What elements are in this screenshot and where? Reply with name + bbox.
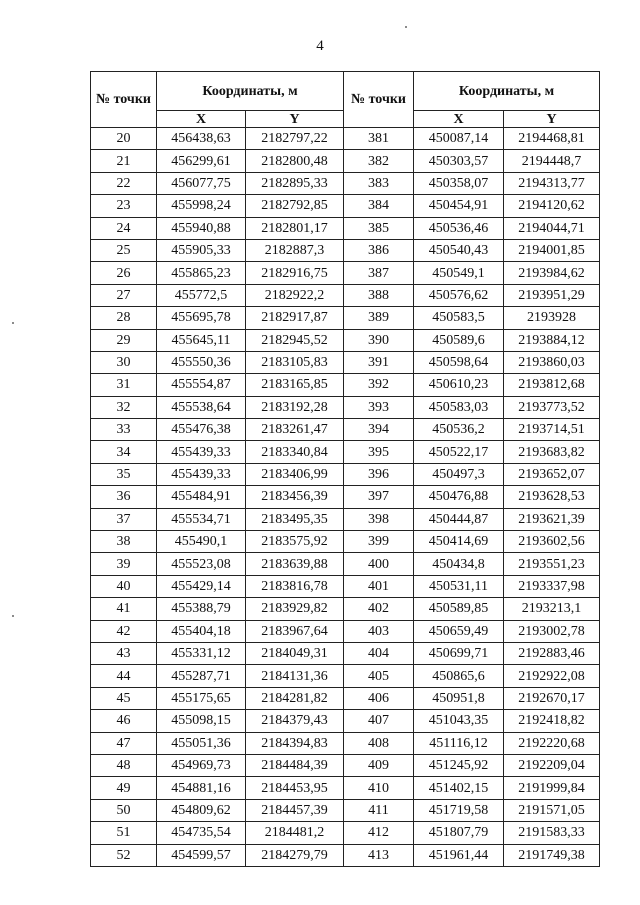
table-row (91, 351, 600, 373)
x-value-cell: 455490,1 (157, 531, 246, 553)
point-number-cell: 387 (344, 262, 414, 284)
x-value-cell: 450476,88 (414, 486, 504, 508)
x-value-cell: 450589,85 (414, 598, 504, 620)
x-value-cell: 450454,91 (414, 195, 504, 217)
point-number-cell: 33 (91, 419, 157, 441)
point-number-cell: 382 (344, 150, 414, 172)
x-value-cell: 454881,16 (157, 777, 246, 799)
x-value-cell: 450589,6 (414, 329, 504, 351)
x-value-cell: 451402,15 (414, 777, 504, 799)
y-value-cell: 2184281,82 (246, 687, 344, 709)
x-value-cell: 455331,12 (157, 642, 246, 664)
point-number-cell: 35 (91, 463, 157, 485)
point-number-cell: 41 (91, 598, 157, 620)
x-value-cell: 450536,46 (414, 217, 504, 239)
point-number-cell: 398 (344, 508, 414, 530)
y-value-cell: 2193621,39 (504, 508, 600, 530)
x-value-cell: 450583,5 (414, 307, 504, 329)
x-value-cell: 455484,91 (157, 486, 246, 508)
point-number-cell: 412 (344, 822, 414, 844)
table-row (91, 195, 600, 217)
x-value-cell: 450659,49 (414, 620, 504, 642)
y-value-cell: 2182792,85 (246, 195, 344, 217)
x-value-cell: 451807,79 (414, 822, 504, 844)
scan-speck (405, 26, 407, 28)
table-row (91, 396, 600, 418)
y-value-cell: 2192670,17 (504, 687, 600, 709)
table-row (91, 217, 600, 239)
y-value-cell: 2193884,12 (504, 329, 600, 351)
x-value-cell: 455550,36 (157, 351, 246, 373)
point-number-cell: 51 (91, 822, 157, 844)
y-value-cell: 2183929,82 (246, 598, 344, 620)
point-number-cell: 403 (344, 620, 414, 642)
point-number-cell: 25 (91, 239, 157, 261)
y-value-cell: 2191749,38 (504, 844, 600, 866)
x-value-cell: 455998,24 (157, 195, 246, 217)
y-header: Y (246, 111, 344, 128)
x-header: X (157, 111, 246, 128)
point-number-cell: 390 (344, 329, 414, 351)
point-number-cell: 396 (344, 463, 414, 485)
table-row (91, 463, 600, 485)
x-value-cell: 450540,43 (414, 239, 504, 261)
point-number-cell: 21 (91, 150, 157, 172)
point-number-cell: 409 (344, 754, 414, 776)
table-row (91, 419, 600, 441)
table-row (91, 508, 600, 530)
point-number-cell: 42 (91, 620, 157, 642)
y-value-cell: 2184379,43 (246, 710, 344, 732)
x-value-cell: 455476,38 (157, 419, 246, 441)
y-value-cell: 2184279,79 (246, 844, 344, 866)
point-number-cell: 381 (344, 128, 414, 150)
point-number-cell: 27 (91, 284, 157, 306)
point-number-cell: 30 (91, 351, 157, 373)
point-number-cell: 389 (344, 307, 414, 329)
y-value-cell: 2193714,51 (504, 419, 600, 441)
x-value-cell: 450576,62 (414, 284, 504, 306)
y-value-cell: 2183456,39 (246, 486, 344, 508)
table-row (91, 642, 600, 664)
point-number-cell: 37 (91, 508, 157, 530)
x-value-cell: 450610,23 (414, 374, 504, 396)
y-value-cell: 2193860,03 (504, 351, 600, 373)
table-body (91, 128, 600, 867)
x-header: X (414, 111, 504, 128)
y-value-cell: 2182922,2 (246, 284, 344, 306)
point-number-cell: 48 (91, 754, 157, 776)
point-number-cell: 399 (344, 531, 414, 553)
y-value-cell: 2183816,78 (246, 575, 344, 597)
point-number-cell: 383 (344, 172, 414, 194)
y-value-cell: 2183639,88 (246, 553, 344, 575)
table-row (91, 262, 600, 284)
point-number-cell: 393 (344, 396, 414, 418)
coordinates-header: Координаты, м (157, 72, 344, 111)
point-number-cell: 404 (344, 642, 414, 664)
y-value-cell: 2192418,82 (504, 710, 600, 732)
point-number-cell: 50 (91, 799, 157, 821)
x-value-cell: 455287,71 (157, 665, 246, 687)
x-value-cell: 455439,33 (157, 463, 246, 485)
page-number: 4 (316, 38, 324, 54)
x-value-cell: 455865,23 (157, 262, 246, 284)
x-value-cell: 455098,15 (157, 710, 246, 732)
point-number-cell: 401 (344, 575, 414, 597)
coordinates-table (90, 71, 600, 867)
point-number-header: № точки (91, 72, 157, 128)
point-number-cell: 46 (91, 710, 157, 732)
point-number-cell: 388 (344, 284, 414, 306)
x-value-cell: 450434,8 (414, 553, 504, 575)
point-number-cell: 23 (91, 195, 157, 217)
table-row (91, 799, 600, 821)
point-number-cell: 28 (91, 307, 157, 329)
y-value-cell: 2182797,22 (246, 128, 344, 150)
table-row (91, 754, 600, 776)
table-row (91, 239, 600, 261)
point-number-cell: 385 (344, 217, 414, 239)
point-number-cell: 45 (91, 687, 157, 709)
point-number-cell: 29 (91, 329, 157, 351)
point-number-cell: 32 (91, 396, 157, 418)
point-number-cell: 49 (91, 777, 157, 799)
table-row (91, 822, 600, 844)
y-value-cell: 2182800,48 (246, 150, 344, 172)
table-row (91, 575, 600, 597)
x-value-cell: 455538,64 (157, 396, 246, 418)
y-value-cell: 2193337,98 (504, 575, 600, 597)
point-number-cell: 22 (91, 172, 157, 194)
table-row (91, 284, 600, 306)
y-value-cell: 2193628,53 (504, 486, 600, 508)
y-value-cell: 2193602,56 (504, 531, 600, 553)
point-number-cell: 413 (344, 844, 414, 866)
x-value-cell: 450358,07 (414, 172, 504, 194)
y-value-cell: 2183340,84 (246, 441, 344, 463)
y-value-cell: 2192883,46 (504, 642, 600, 664)
point-number-cell: 43 (91, 642, 157, 664)
x-value-cell: 451043,35 (414, 710, 504, 732)
coordinates-header: Координаты, м (414, 72, 600, 111)
point-number-cell: 407 (344, 710, 414, 732)
y-value-cell: 2191999,84 (504, 777, 600, 799)
x-value-cell: 455905,33 (157, 239, 246, 261)
y-value-cell: 2191571,05 (504, 799, 600, 821)
point-number-cell: 52 (91, 844, 157, 866)
x-value-cell: 450087,14 (414, 128, 504, 150)
point-number-cell: 410 (344, 777, 414, 799)
x-value-cell: 450951,8 (414, 687, 504, 709)
point-number-cell: 402 (344, 598, 414, 620)
y-value-cell: 2193551,23 (504, 553, 600, 575)
x-value-cell: 450583,03 (414, 396, 504, 418)
point-number-cell: 40 (91, 575, 157, 597)
y-value-cell: 2182916,75 (246, 262, 344, 284)
point-number-cell: 386 (344, 239, 414, 261)
scan-speck (12, 322, 14, 324)
y-value-cell: 2193773,52 (504, 396, 600, 418)
x-value-cell: 450303,57 (414, 150, 504, 172)
x-value-cell: 455388,79 (157, 598, 246, 620)
table-row (91, 307, 600, 329)
y-value-cell: 2184453,95 (246, 777, 344, 799)
x-value-cell: 455554,87 (157, 374, 246, 396)
x-value-cell: 450598,64 (414, 351, 504, 373)
x-value-cell: 456077,75 (157, 172, 246, 194)
x-value-cell: 455772,5 (157, 284, 246, 306)
y-value-cell: 2183192,28 (246, 396, 344, 418)
y-value-cell: 2183165,85 (246, 374, 344, 396)
x-value-cell: 451719,58 (414, 799, 504, 821)
y-value-cell: 2184049,31 (246, 642, 344, 664)
point-number-cell: 400 (344, 553, 414, 575)
point-number-cell: 44 (91, 665, 157, 687)
table-row (91, 128, 600, 150)
y-value-cell: 2183495,35 (246, 508, 344, 530)
point-number-cell: 39 (91, 553, 157, 575)
table-header (91, 72, 600, 128)
y-value-cell: 2194001,85 (504, 239, 600, 261)
point-number-cell: 384 (344, 195, 414, 217)
x-value-cell: 455523,08 (157, 553, 246, 575)
point-number-cell: 395 (344, 441, 414, 463)
y-value-cell: 2193928 (504, 307, 600, 329)
y-value-cell: 2184394,83 (246, 732, 344, 754)
y-value-cell: 2193002,78 (504, 620, 600, 642)
y-header: Y (504, 111, 600, 128)
point-number-cell: 405 (344, 665, 414, 687)
x-value-cell: 455645,11 (157, 329, 246, 351)
table-row (91, 710, 600, 732)
x-value-cell: 455940,88 (157, 217, 246, 239)
table-row (91, 620, 600, 642)
point-number-cell: 34 (91, 441, 157, 463)
y-value-cell: 2183406,99 (246, 463, 344, 485)
point-number-cell: 411 (344, 799, 414, 821)
scan-speck (12, 615, 14, 617)
x-value-cell: 450414,69 (414, 531, 504, 553)
y-value-cell: 2194120,62 (504, 195, 600, 217)
x-value-cell: 456299,61 (157, 150, 246, 172)
table-row (91, 687, 600, 709)
x-value-cell: 450531,11 (414, 575, 504, 597)
y-value-cell: 2183105,83 (246, 351, 344, 373)
x-value-cell: 451116,12 (414, 732, 504, 754)
y-value-cell: 2182895,33 (246, 172, 344, 194)
x-value-cell: 450522,17 (414, 441, 504, 463)
table-row (91, 531, 600, 553)
point-number-cell: 408 (344, 732, 414, 754)
y-value-cell: 2192220,68 (504, 732, 600, 754)
table-row (91, 329, 600, 351)
point-number-cell: 394 (344, 419, 414, 441)
x-value-cell: 456438,63 (157, 128, 246, 150)
table-row (91, 732, 600, 754)
y-value-cell: 2194313,77 (504, 172, 600, 194)
y-value-cell: 2182801,17 (246, 217, 344, 239)
y-value-cell: 2184484,39 (246, 754, 344, 776)
point-number-cell: 38 (91, 531, 157, 553)
point-number-header: № точки (344, 72, 414, 128)
y-value-cell: 2182917,87 (246, 307, 344, 329)
table-row (91, 844, 600, 866)
x-value-cell: 450497,3 (414, 463, 504, 485)
x-value-cell: 450444,87 (414, 508, 504, 530)
table-row (91, 374, 600, 396)
table-row (91, 172, 600, 194)
x-value-cell: 450549,1 (414, 262, 504, 284)
point-number-cell: 26 (91, 262, 157, 284)
x-value-cell: 455429,14 (157, 575, 246, 597)
x-value-cell: 450699,71 (414, 642, 504, 664)
x-value-cell: 455439,33 (157, 441, 246, 463)
y-value-cell: 2193213,1 (504, 598, 600, 620)
point-number-cell: 47 (91, 732, 157, 754)
point-number-cell: 392 (344, 374, 414, 396)
table-row (91, 665, 600, 687)
y-value-cell: 2193683,82 (504, 441, 600, 463)
y-value-cell: 2193984,62 (504, 262, 600, 284)
y-value-cell: 2193951,29 (504, 284, 600, 306)
point-number-cell: 20 (91, 128, 157, 150)
y-value-cell: 2182945,52 (246, 329, 344, 351)
x-value-cell: 450865,6 (414, 665, 504, 687)
x-value-cell: 455051,36 (157, 732, 246, 754)
table-row (91, 777, 600, 799)
table-row (91, 441, 600, 463)
y-value-cell: 2194044,71 (504, 217, 600, 239)
y-value-cell: 2183261,47 (246, 419, 344, 441)
x-value-cell: 454735,54 (157, 822, 246, 844)
x-value-cell: 455534,71 (157, 508, 246, 530)
y-value-cell: 2191583,33 (504, 822, 600, 844)
x-value-cell: 451961,44 (414, 844, 504, 866)
y-value-cell: 2192209,04 (504, 754, 600, 776)
y-value-cell: 2193652,07 (504, 463, 600, 485)
y-value-cell: 2183967,64 (246, 620, 344, 642)
y-value-cell: 2192922,08 (504, 665, 600, 687)
x-value-cell: 455175,65 (157, 687, 246, 709)
y-value-cell: 2182887,3 (246, 239, 344, 261)
table-row (91, 486, 600, 508)
y-value-cell: 2194448,7 (504, 150, 600, 172)
point-number-cell: 36 (91, 486, 157, 508)
x-value-cell: 454599,57 (157, 844, 246, 866)
point-number-cell: 391 (344, 351, 414, 373)
table-row (91, 598, 600, 620)
y-value-cell: 2184457,39 (246, 799, 344, 821)
x-value-cell: 455404,18 (157, 620, 246, 642)
y-value-cell: 2183575,92 (246, 531, 344, 553)
x-value-cell: 455695,78 (157, 307, 246, 329)
x-value-cell: 450536,2 (414, 419, 504, 441)
point-number-cell: 406 (344, 687, 414, 709)
x-value-cell: 451245,92 (414, 754, 504, 776)
x-value-cell: 454969,73 (157, 754, 246, 776)
x-value-cell: 454809,62 (157, 799, 246, 821)
y-value-cell: 2193812,68 (504, 374, 600, 396)
table-row (91, 150, 600, 172)
point-number-cell: 397 (344, 486, 414, 508)
y-value-cell: 2194468,81 (504, 128, 600, 150)
table-row (91, 553, 600, 575)
y-value-cell: 2184481,2 (246, 822, 344, 844)
point-number-cell: 24 (91, 217, 157, 239)
y-value-cell: 2184131,36 (246, 665, 344, 687)
point-number-cell: 31 (91, 374, 157, 396)
